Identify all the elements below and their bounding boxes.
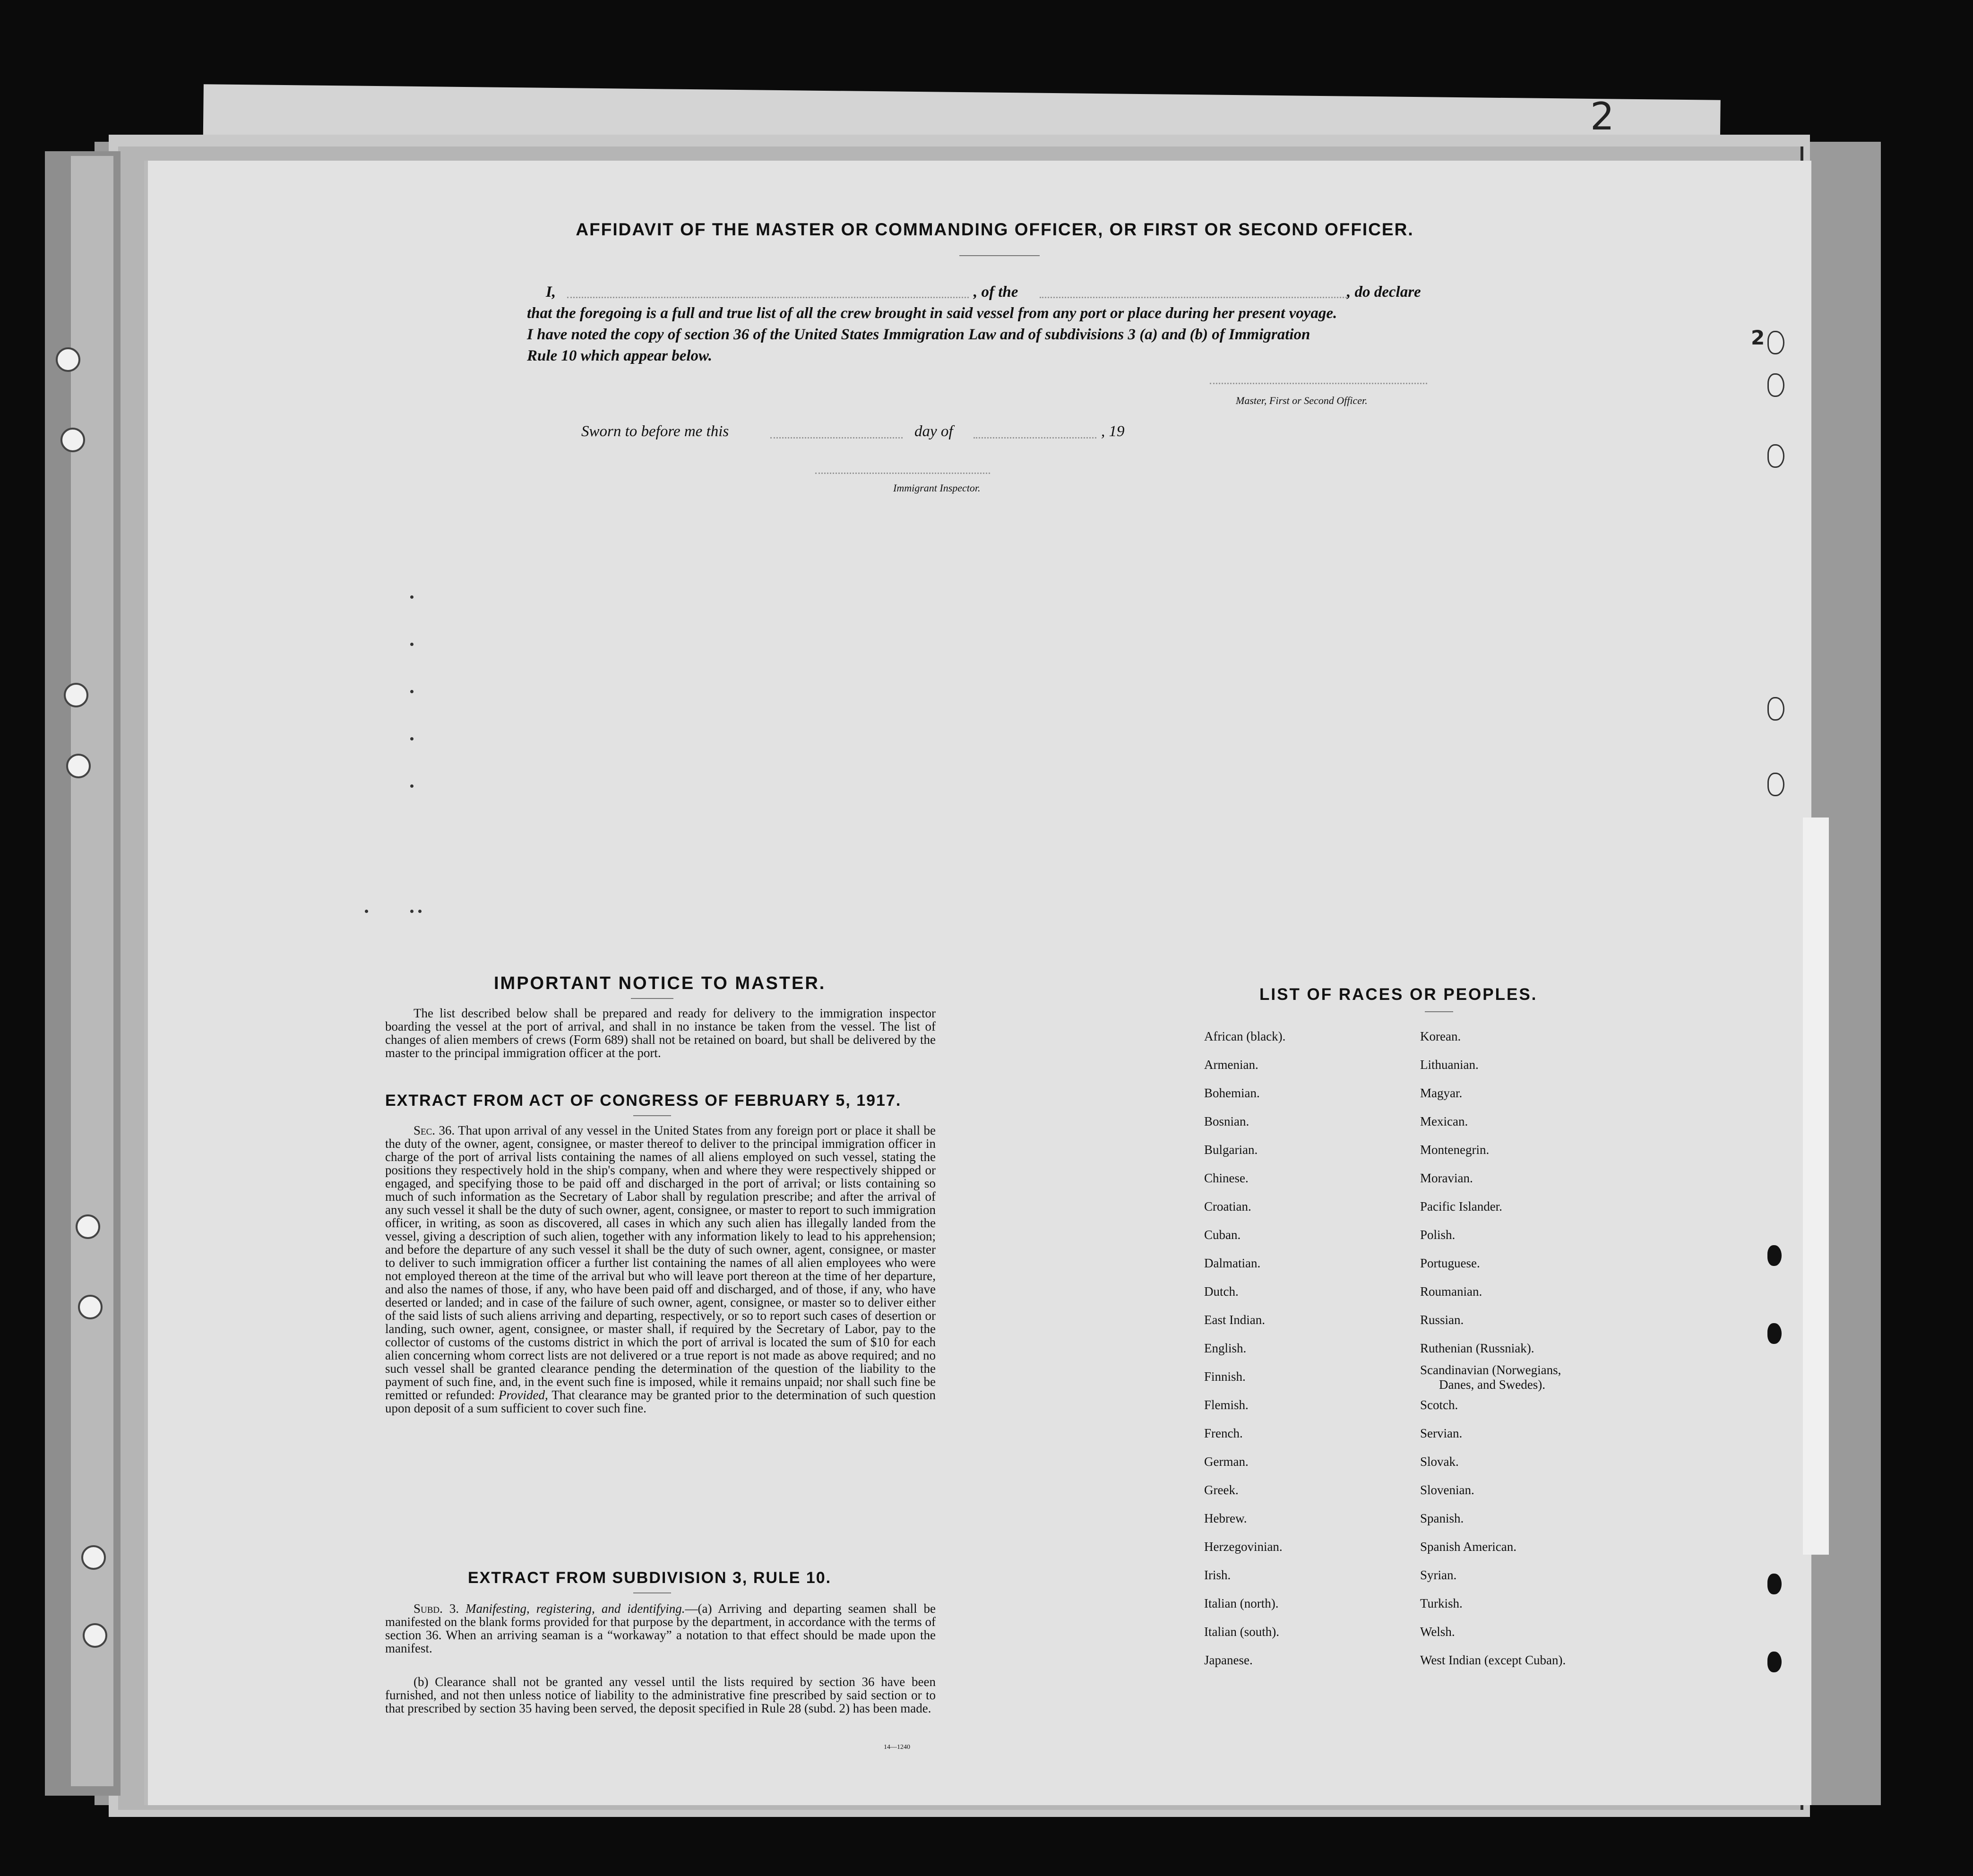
extract-act-rule (633, 1115, 671, 1116)
binder-hole (1767, 373, 1784, 397)
affidavit-do-declare: , do declare (1347, 284, 1421, 301)
race-item: Japanese. (1204, 1653, 1253, 1667)
master-signature-label: Master, First or Second Officer. (1236, 395, 1368, 406)
binder-hole (76, 1214, 100, 1239)
race-item: Welsh. (1420, 1625, 1455, 1639)
race-item: Turkish. (1420, 1596, 1463, 1610)
provided-label: Provided, (499, 1388, 548, 1402)
subd-body-a: —(a) Arriving and departing seamen shall be manifested on the blank forms provided for that purpose by the department, in accordance with the terms of section 36. When an arriving seaman is a “workaway” a notation to that effect should be made upon the manifest. (385, 1601, 936, 1655)
races-title: LIST OF RACES OR PEOPLES. (1259, 985, 1538, 1004)
race-item: French. (1204, 1426, 1243, 1440)
affidavit-page (144, 161, 1811, 1805)
race-item: Bosnian. (1204, 1114, 1249, 1128)
sworn-text: Sworn to before me this (581, 423, 729, 440)
day-of: day of (914, 423, 953, 440)
race-item: Russian. (1420, 1313, 1464, 1327)
dot (418, 910, 422, 913)
race-item: Lithuanian. (1420, 1058, 1479, 1072)
extract-act-title: EXTRACT FROM ACT OF CONGRESS OF FEBRUARY 5, 1917. (385, 1092, 902, 1110)
binder-strip-inner (71, 156, 113, 1786)
affidavit-of-the: , of the (974, 284, 1018, 301)
binder-hole (66, 754, 91, 778)
form-number: 14—1240 (884, 1744, 910, 1751)
binder-hole (1767, 697, 1784, 721)
year-prefix: , 19 (1101, 423, 1125, 440)
race-item: Moravian. (1420, 1171, 1473, 1185)
sec-body: That upon arrival of any vessel in the United States from any foreign port or place it shall be the duty of the owner, agent, consignee, or master thereof to deliver to the principal immigration officer in charge of the port of arrival lists containing the names of all aliens employed on such vessel, stating the positions they respectively hold in the ship's company, when and where they were respectively shipped or engaged, and specifying those to be paid off and discharged in the port of arrival; or lists containing so much of such information as the Secretary of Labor shall by regulation prescribe; and after the arrival of any such vessel it shall be the duty of such owner, agent, consignee, or master to report to such immigration officer, in writing, as soon as discovered, all cases in which any such alien has illegally landed from the vessel, giving a description of such alien, together with any information likely to lead to his apprehension; and before the departure of any such vessel it shall be the duty of such owner, agent, consignee, or master to deliver to such immigration officer a further list containing the names of all alien employees who were not employed thereon at the time of the arrival but who will leave port thereon at the time of her departure, and also the names of those, if any, who have been paid off and discharged, and of those, if any, who have deserted or landed; and in case of the failure of such owner, agent, consignee, or master so to deliver either of the said lists of such aliens arriving and departing, respectively, or so to report such cases of desertion or landing, such owner, agent, consignee, or master shall, if required by the Secretary of Labor, pay to the collector of customs of the customs district in which the port of arrival is located the sum of $10 for each alien concerning whom correct lists are not delivered or a true report is not made as above required; and no such vessel shall be granted clearance pending the determination of the question of the liability to the payment of such fine, and, in the event such fine is imposed, while it remains unpaid; nor shall such fine be remitted or refunded: (385, 1123, 936, 1402)
rule-text-b: (b) Clearance shall not be granted any vessel until the lists required by section 36 have been furnished, and not then unless notice of liability to the administrative fine prescribed by said section or to that prescribed by section 35 having been served, the deposit specified in Rule 28 (subd. 2) has been made. (385, 1675, 936, 1715)
race-item: Italian (north). (1204, 1596, 1279, 1610)
race-item: East Indian. (1204, 1313, 1265, 1327)
race-item: Portuguese. (1420, 1256, 1480, 1270)
notice-rule (631, 998, 673, 999)
race-item: Syrian. (1420, 1568, 1457, 1582)
binder-hole (60, 428, 85, 452)
day-blank (770, 437, 903, 439)
race-item: Irish. (1204, 1568, 1231, 1582)
race-item: West Indian (except Cuban). (1420, 1653, 1566, 1667)
race-item: Hebrew. (1204, 1511, 1247, 1525)
name-blank (567, 297, 969, 298)
binder-hole (81, 1545, 106, 1570)
binder-hole (1767, 1652, 1782, 1672)
race-item: English. (1204, 1341, 1247, 1355)
race-item: Polish. (1420, 1228, 1456, 1242)
race-item: Magyar. (1420, 1086, 1463, 1100)
race-item: Servian. (1420, 1426, 1463, 1440)
binder-hole (1767, 444, 1784, 468)
sec-end: That clearance may be granted prior to the determination of such question upon deposit of a sum sufficient to cover such fine. (385, 1388, 936, 1415)
month-blank (974, 437, 1096, 439)
binder-hole (1767, 773, 1784, 796)
notice-text: The list described below shall be prepared and ready for delivery to the immigration inspector boarding the vessel at the port of arrival, and shall in no instance be taken from the vessel. The list of changes of alien members of crews (Form 689) shall not be retained on board, but shall be delivered by the master to the principal immigration officer at the port. (385, 1006, 936, 1060)
handwritten-page-number: 2 (1590, 95, 1614, 138)
race-item: Montenegrin. (1420, 1143, 1490, 1157)
title-rule (959, 255, 1040, 256)
race-item: Dalmatian. (1204, 1256, 1261, 1270)
dot (410, 737, 414, 740)
dot (410, 595, 414, 599)
race-item: Roumanian. (1420, 1284, 1482, 1299)
subd-title: Manifesting, registering, and identifying. (465, 1601, 685, 1616)
handwritten-mark: 2 (1751, 326, 1765, 349)
affidavit-title: AFFIDAVIT OF THE MASTER OR COMMANDING OFFICER, OR FIRST OR SECOND OFFICER. (576, 220, 1414, 239)
binder-hole (56, 347, 80, 372)
dot (365, 910, 368, 913)
race-scandinavian-cont: Danes, and Swedes). (1439, 1377, 1545, 1392)
affidavit-i: I, (546, 284, 556, 301)
race-item: Slovak. (1420, 1454, 1459, 1469)
race-item: Bulgarian. (1204, 1143, 1258, 1157)
race-item: German. (1204, 1454, 1249, 1469)
race-item: Flemish. (1204, 1398, 1249, 1412)
race-item: Cuban. (1204, 1228, 1241, 1242)
race-item: Slovenian. (1420, 1483, 1474, 1497)
race-item: Greek. (1204, 1483, 1239, 1497)
race-item: Scotch. (1420, 1398, 1458, 1412)
sec-label: Sec. 36. (414, 1123, 455, 1137)
affidavit-line1: that the foregoing is a full and true list of all the crew brought in said vessel from any port or place during her present voyage. (527, 305, 1337, 322)
binder-hole (1767, 1245, 1782, 1266)
binder-hole (1767, 331, 1784, 354)
binder-hole (64, 683, 88, 707)
dot (410, 784, 414, 788)
rule-text-a (385, 1602, 936, 1655)
dot (410, 690, 414, 693)
race-item: Mexican. (1420, 1114, 1468, 1128)
race-item: Croatian. (1204, 1199, 1251, 1213)
master-signature-line (1210, 383, 1427, 384)
binder-hole (83, 1623, 107, 1648)
race-item: Bohemian. (1204, 1086, 1260, 1100)
binder-hole (1767, 1323, 1782, 1344)
race-item: Italian (south). (1204, 1625, 1279, 1639)
race-item: Finnish. (1204, 1369, 1246, 1384)
subd-label: Subd. 3. (414, 1601, 459, 1616)
affidavit-line2: I have noted the copy of section 36 of the United States Immigration Law and of subdivisions 3 (a) and (b) of Immigration (527, 326, 1310, 343)
race-item: African (black). (1204, 1029, 1286, 1043)
race-item: Pacific Islander. (1420, 1199, 1502, 1213)
extract-rule-rule (633, 1592, 671, 1593)
dot (410, 910, 414, 913)
race-item: Dutch. (1204, 1284, 1239, 1299)
binder-hole (1767, 1574, 1782, 1594)
race-item: Scandinavian (Norwegians, (1420, 1363, 1561, 1377)
inspector-label: Immigrant Inspector. (893, 482, 981, 494)
race-item: Ruthenian (Russniak). (1420, 1341, 1534, 1355)
extract-rule-title: EXTRACT FROM SUBDIVISION 3, RULE 10. (468, 1569, 832, 1587)
race-item: Chinese. (1204, 1171, 1249, 1185)
race-item: Herzegovinian. (1204, 1540, 1283, 1554)
inspector-signature-line (815, 473, 990, 474)
page-edge (1803, 818, 1829, 1555)
dot (410, 643, 414, 646)
affidavit-line3: Rule 10 which appear below. (527, 347, 713, 364)
extract-act-text (385, 1124, 936, 1415)
race-item: Korean. (1420, 1029, 1461, 1043)
races-rule (1425, 1011, 1453, 1012)
notice-title: IMPORTANT NOTICE TO MASTER. (494, 973, 826, 993)
vessel-blank (1040, 297, 1347, 298)
race-item: Spanish. (1420, 1511, 1464, 1525)
race-item: Armenian. (1204, 1058, 1258, 1072)
binder-hole (78, 1295, 103, 1319)
race-item: Spanish American. (1420, 1540, 1516, 1554)
